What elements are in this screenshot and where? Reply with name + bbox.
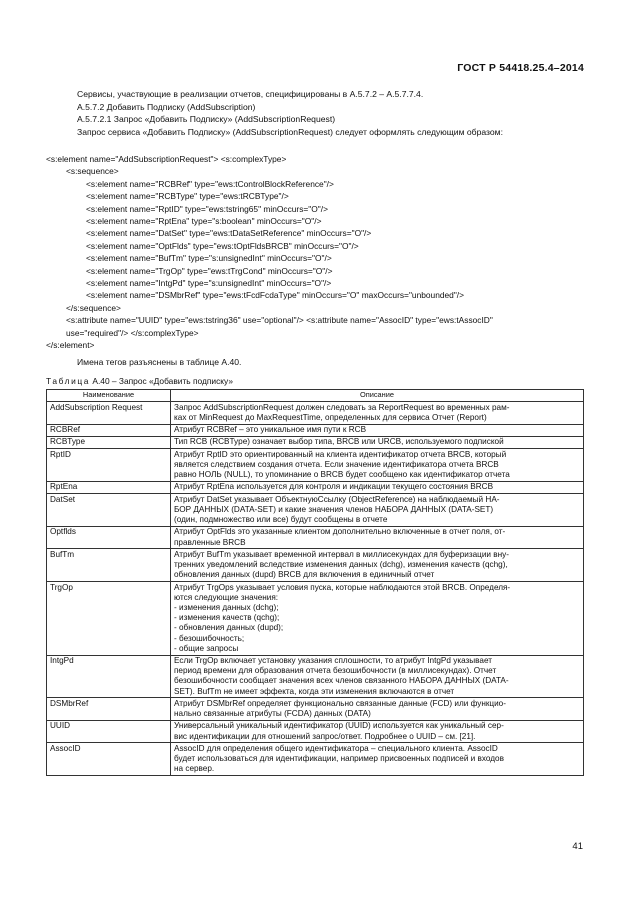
code-line: <s:element name="OptFlds" type="ews:tOptFldsBRCB" minOccurs="O"/> (86, 240, 359, 251)
table-caption-prefix: Таблица (46, 376, 91, 386)
attribute-name-cell: RCBRef (47, 424, 171, 436)
description-line: Атрибут DSMbrRef определяет функционально связанные данные (FCD) или функцио- (174, 698, 506, 708)
code-line: <s:element name="RptID" type="ews:tstring65" minOccurs="O"/> (86, 203, 328, 214)
description-line: Атрибут DatSet указывает ОбъектнуюСсылку (ObjectReference) на наблюдаемый НА- (174, 494, 500, 504)
attribute-name-cell: AssocID (47, 743, 171, 776)
description-line: - общие запросы (174, 643, 239, 653)
description-line: безошибочности сообщает значения всех членов связанного НАБОРА ДАННЫХ (DATA- (174, 676, 509, 686)
table-header-row (47, 390, 584, 402)
description-line: обновления данных (dupd) BRCB для включения в единичный отчет (174, 570, 435, 580)
attribute-description-cell (171, 720, 584, 743)
attribute-description-cell (171, 481, 584, 493)
table-row (47, 549, 584, 582)
description-line: ются следующие значения: (174, 592, 279, 602)
description-line: Универсальный уникальный идентификатор (UUID) используется как уникальный сер- (174, 721, 504, 731)
page-number: 41 (572, 841, 583, 852)
xml-schema-code (46, 153, 591, 352)
description-line: SET). BufTm не имеет эффекта, когда эти изменения включаются в отчет (174, 686, 455, 696)
description-line: Атрибут RptID это ориентированный на клиента идентификатор отчета BRCB, который (174, 449, 507, 459)
attribute-description-cell (171, 424, 584, 436)
attribute-description-cell (171, 526, 584, 549)
table-reference-note: Имена тегов разъяснены в таблице А.40. (77, 357, 242, 367)
code-line: <s:element name="TrgOp" type="ews:tTrgCond" minOccurs="O"/> (86, 265, 333, 276)
attribute-name-cell: BufTm (47, 549, 171, 582)
table-row (47, 743, 584, 776)
description-line: Атрибут RptEna используется для контроля и индикации текущего состояния BRCB (174, 482, 494, 492)
description-line: Атрибут OptFlds это указанные клиентом дополнительно включенные в отчет поля, от- (174, 527, 506, 537)
attribute-description-cell (171, 436, 584, 448)
description-line: правленные BRCB (174, 537, 246, 547)
code-line: <s:element name="IntgPd" type="s:unsignedInt" minOccurs="O"/> (86, 278, 332, 289)
column-header-name: Наименование (47, 390, 171, 402)
description-line: Атрибут TrgOps указывает условия пуска, которые наблюдаются этой BRCB. Определя- (174, 582, 511, 592)
subsection-heading: А.5.7.2.1 Запрос «Добавить Подписку» (AddSubscriptionRequest) (77, 114, 336, 125)
standard-header: ГОСТ Р 54418.25.4–2014 (457, 62, 584, 74)
table-row (47, 449, 584, 482)
attribute-description-cell (171, 494, 584, 527)
code-line: <s:attribute name="UUID" type="ews:tstring36" use="optional"/> <s:attribute name="AssocID" type="ews:tAssocID" (66, 315, 493, 326)
attribute-description-cell (171, 655, 584, 698)
attribute-name-cell: DatSet (47, 494, 171, 527)
code-line: use="required"/> </s:complexType> (66, 327, 199, 338)
description-line: - изменения данных (dchg); (174, 602, 279, 612)
table-row (47, 655, 584, 698)
description-line: вис идентификации для отношений запрос/ответ. Подробнее о UUID – см. [21]. (174, 731, 476, 741)
code-line: </s:element> (46, 340, 95, 351)
code-line: <s:element name="AddSubscriptionRequest"> <s:complexType> (46, 154, 287, 164)
table-row (47, 481, 584, 493)
table-row (47, 436, 584, 448)
code-line: <s:element name="DatSet" type="ews:tDataSetReference" minOccurs="O"/> (86, 228, 372, 239)
description-line: тренних уведомлений вследствие изменения данных (dchg), изменения качеств (qchg), (174, 560, 508, 569)
intro-paragraph: Запрос сервиса «Добавить Подписку» (AddSubscriptionRequest) следует оформлять следующим образом: (77, 126, 503, 137)
table-row (47, 424, 584, 436)
attribute-name-cell: RptEna (47, 481, 171, 493)
description-line: Атрибут BufTm указывает временной интервал в миллисекундах для буферизации вну- (174, 549, 509, 559)
description-line: равно НОЛЬ (NULL), то упоминание о BRCB будет сообщено как идентификатор отчета (174, 470, 510, 479)
intro-text (77, 88, 587, 138)
table-row (47, 698, 584, 721)
code-line: <s:element name="RptEna" type="s:boolean" minOccurs="O"/> (86, 216, 322, 227)
code-line: <s:element name="DSMbrRef" type="ews:tFcdFcdaType" minOccurs="O" maxOccurs="unbounded"/> (86, 290, 465, 301)
code-line: <s:sequence> (66, 166, 119, 177)
column-header-description: Описание (171, 390, 584, 402)
description-line: Тип RCB (RCBType) означает выбор типа, BRCB или URCB, используемого подпиской (174, 437, 504, 447)
table-row (47, 402, 584, 425)
attribute-name-cell: AddSubscription Request (47, 402, 171, 425)
description-line: нально связанные атрибуты (FCDA) данных (DATA) (174, 709, 371, 719)
code-line: <s:element name="RCBType" type="ews:tRCBType"/> (86, 191, 289, 202)
description-line: будет использоваться для идентификации, например присвоенных подписей и входов (174, 754, 504, 764)
description-line: AssocID для определения общего идентификатора – специального клиента. AssocID (174, 743, 498, 753)
description-line: БОР ДАННЫХ (DATA-SET) и какие значения членов НАБОРА ДАННЫХ (DATA-SET) (174, 504, 494, 514)
attribute-description-cell (171, 582, 584, 656)
code-line: <s:element name="BufTm" type="s:unsignedInt" minOccurs="O"/> (86, 253, 332, 264)
description-line: на сервер. (174, 764, 215, 774)
table-caption-title: А.40 – Запрос «Добавить подписку» (92, 376, 233, 386)
attributes-table (46, 389, 584, 776)
table-caption (46, 376, 233, 386)
table-body (47, 402, 584, 776)
table-row (47, 582, 584, 656)
attribute-name-cell: TrgOp (47, 582, 171, 656)
section-heading: А.5.7.2 Добавить Подписку (AddSubscription) (77, 101, 256, 112)
attribute-description-cell (171, 743, 584, 776)
attribute-name-cell: RptID (47, 449, 171, 482)
table-row (47, 720, 584, 743)
description-line: Запрос AddSubscriptionRequest должен следовать за ReportRequest во временных рам- (174, 402, 510, 412)
description-line: - обновления данных (dupd); (174, 623, 284, 633)
attribute-name-cell: DSMbrRef (47, 698, 171, 721)
table-row (47, 494, 584, 527)
attribute-description-cell (171, 402, 584, 425)
code-line: <s:element name="RCBRef" type="ews:tControlBlockReference"/> (86, 178, 334, 189)
code-line: </s:sequence> (66, 302, 121, 313)
description-line: - безошибочность; (174, 633, 245, 643)
description-line: - изменения качеств (qchg); (174, 613, 280, 623)
description-line: Атрибут RCBRef – это уникальное имя пути к RCB (174, 425, 367, 434)
attribute-name-cell: IntgPd (47, 655, 171, 698)
description-line: ках от MinRequest до MaxRequestTime, определенных для сервиса Отчет (Report) (174, 412, 487, 422)
table-row (47, 526, 584, 549)
attribute-name-cell: Optflds (47, 526, 171, 549)
attribute-name-cell: UUID (47, 720, 171, 743)
description-line: период времени для образования отчета безошибочности (в миллисекундах). Отчет (174, 666, 497, 676)
attribute-name-cell: RCBType (47, 436, 171, 448)
intro-paragraph: Сервисы, участвующие в реализации отчетов, специфицированы в А.5.7.2 – А.5.7.7.4. (77, 89, 424, 99)
description-line: Если TrgOp включает установку указания сплошности, то атрибут IntgPd указывает (174, 656, 493, 666)
attribute-description-cell (171, 698, 584, 721)
description-line: (один, подмножество или все) будут сообщены в отчете (174, 515, 388, 524)
attribute-description-cell (171, 549, 584, 582)
attribute-description-cell (171, 449, 584, 482)
description-line: является следствием создания отчета. Если значение идентификатора отчета BRCB (174, 459, 499, 469)
